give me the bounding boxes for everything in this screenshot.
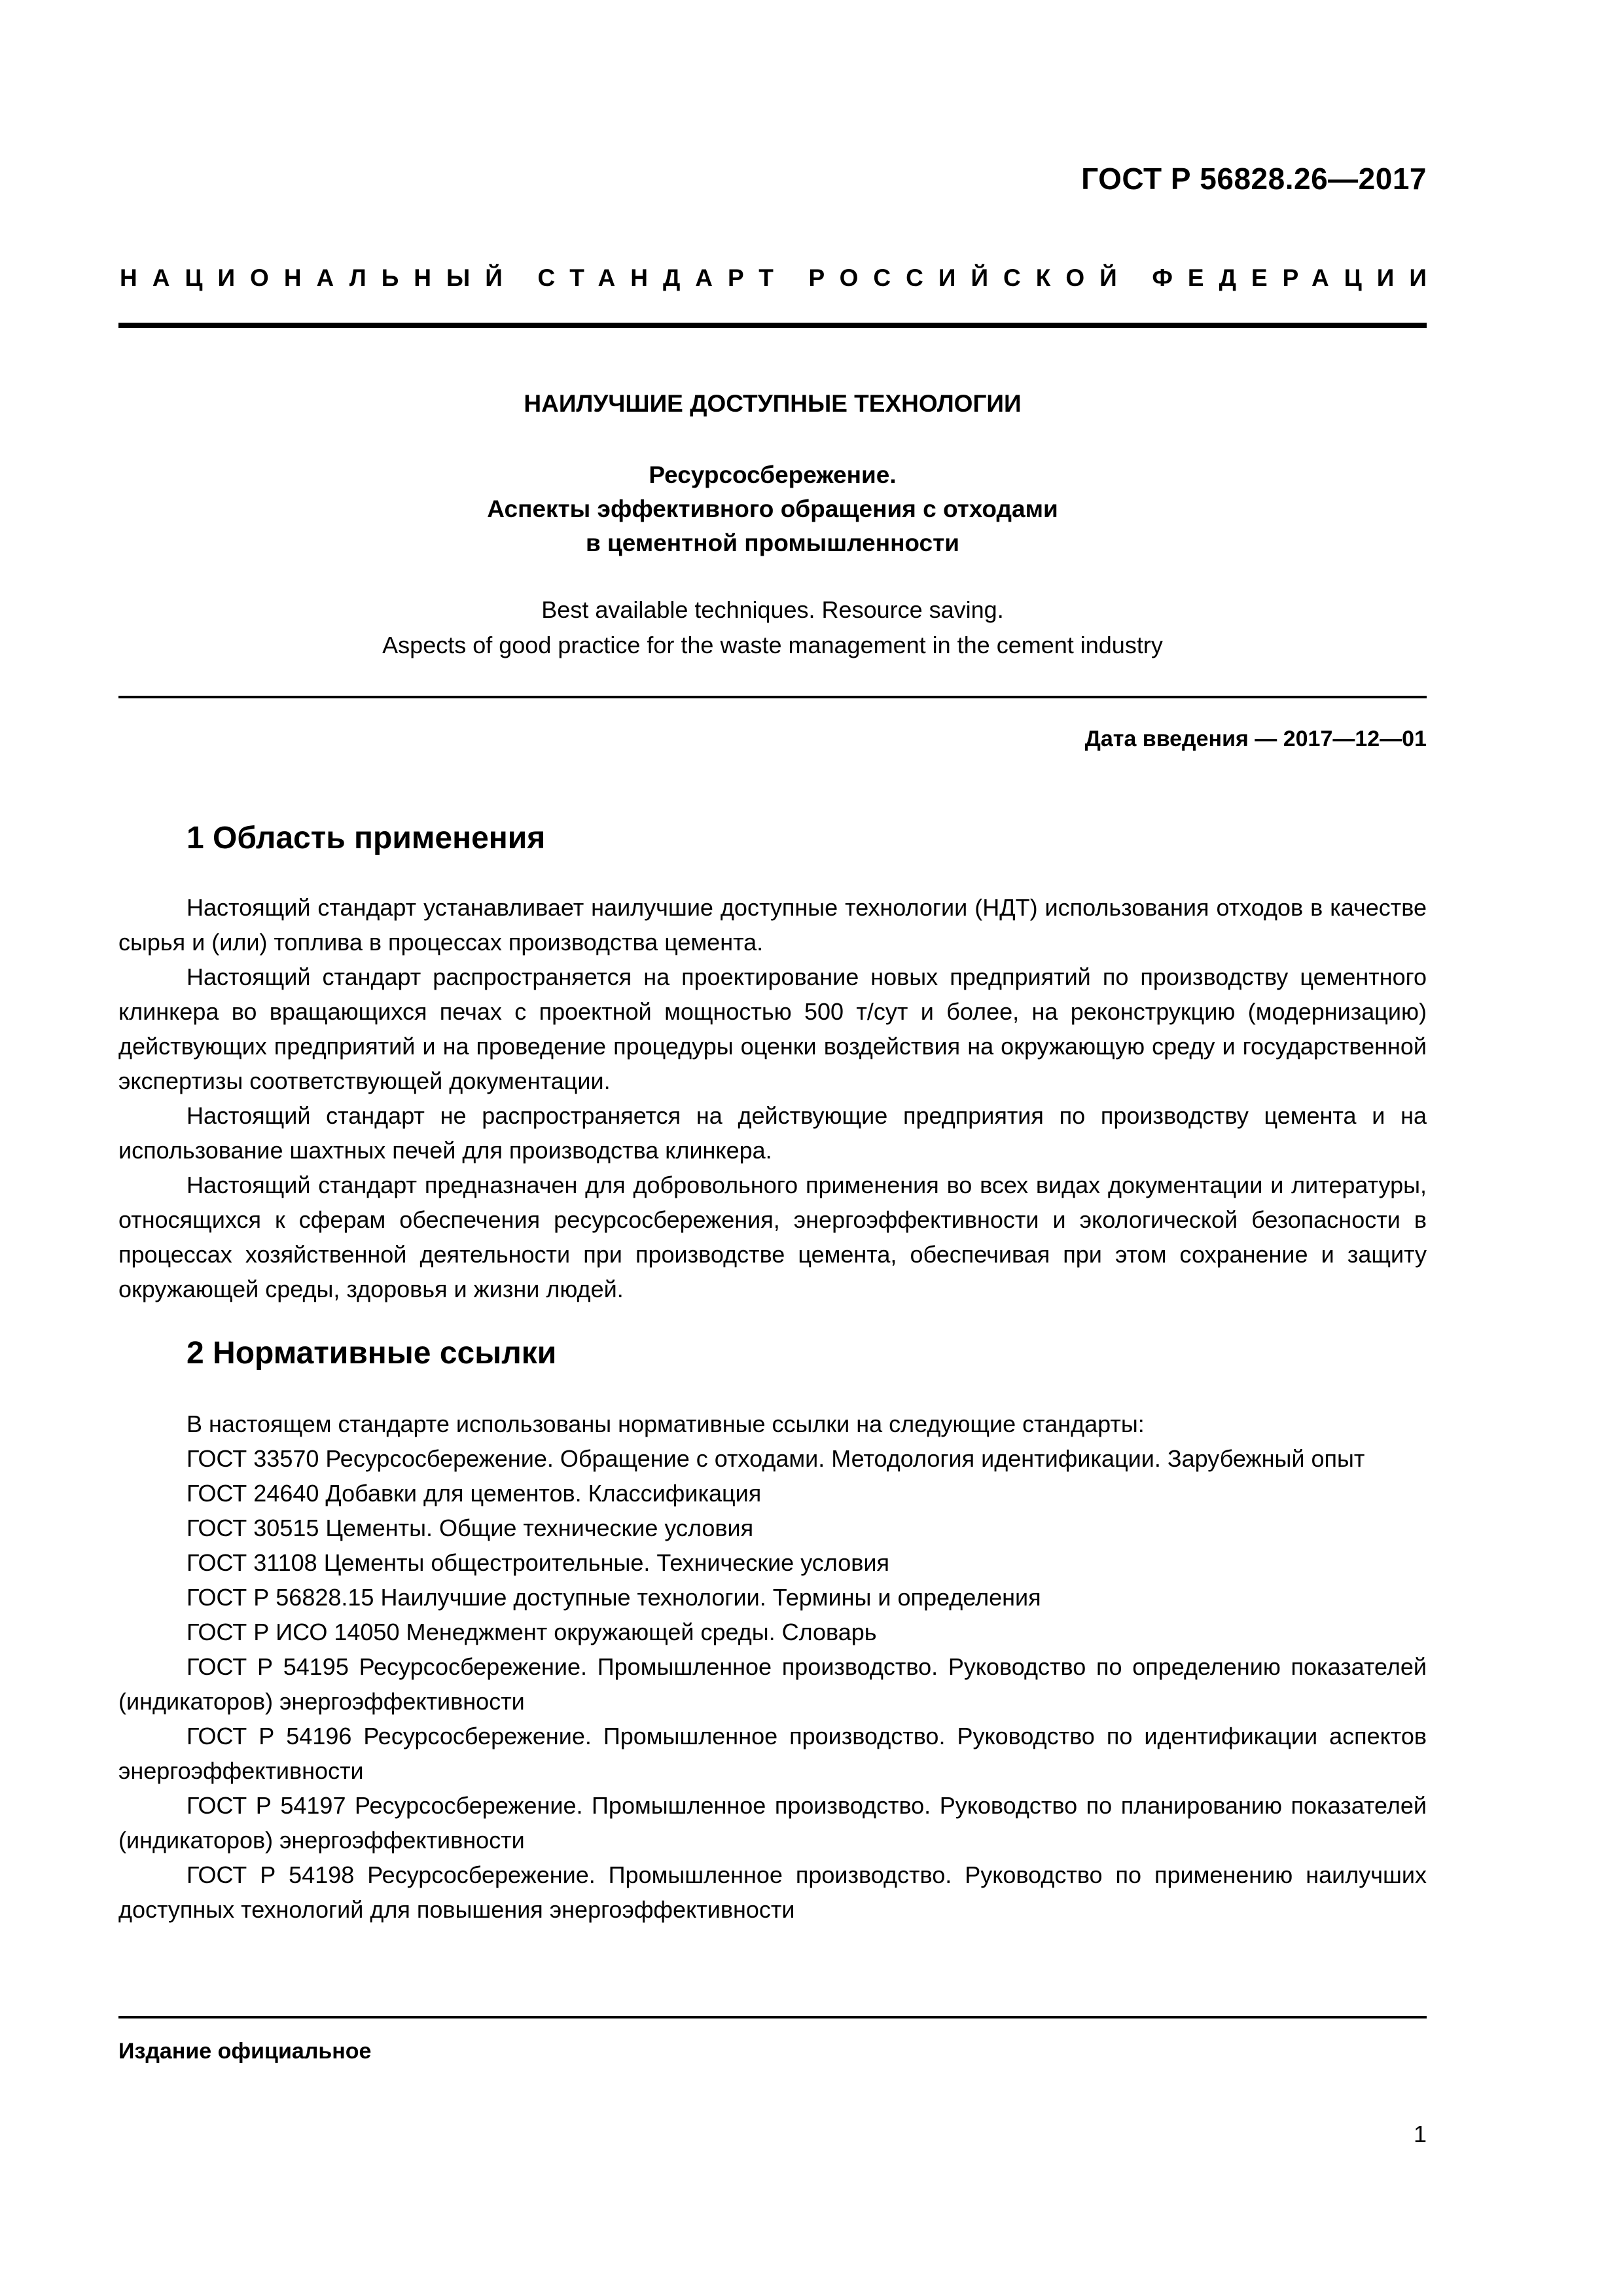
national-standard-banner bbox=[120, 264, 1442, 292]
paragraph: Настоящий стандарт предназначен для добровольного применения во всех видах документации и литературы, относящихся к сферам обеспечения ресурсосбережения, энергоэффективности и экологической безопасности в процессах хозяйственной деятельности при производстве цемента, обеспечивая при этом сохранение и защиту окружающей среды, здоровья и жизни людей. bbox=[118, 1172, 1427, 1302]
english-title bbox=[118, 592, 1427, 663]
subtitle-line: Аспекты эффективного обращения с отходами bbox=[487, 495, 1058, 522]
paragraph: Настоящий стандарт распространяется на проектирование новых предприятий по производству цементного клинкера во вращающихся печах с проектной мощностью 500 т/сут и более, на реконструкцию (модернизацию) действующих предприятий и на проведение процедуры оценки воздействия на окружающую среду и государственной экспертизы соответствующей документации. bbox=[118, 963, 1427, 1094]
reference-item: ГОСТ Р 54196 Ресурсосбережение. Промышленное производство. Руководство по идентификации аспектов энергоэффективности bbox=[118, 1723, 1427, 1784]
standard-designation: ГОСТ Р 56828.26—2017 bbox=[1081, 162, 1427, 196]
banner-word: ФЕДЕРАЦИИ bbox=[1152, 264, 1442, 291]
english-title-line: Aspects of good practice for the waste management in the cement industry bbox=[382, 632, 1163, 658]
subtitle-line: в цементной промышленности bbox=[586, 529, 959, 556]
banner-word: НАЦИОНАЛЬНЫЙ bbox=[120, 264, 518, 291]
introduction-date: Дата введения — 2017—12—01 bbox=[1084, 726, 1427, 751]
standard-title: НАИЛУЧШИЕ ДОСТУПНЫЕ ТЕХНОЛОГИИ bbox=[524, 390, 1022, 417]
reference-item: ГОСТ 24640 Добавки для цементов. Классификация bbox=[187, 1480, 762, 1507]
header-divider bbox=[118, 323, 1427, 328]
banner-word: СТАНДАРТ bbox=[537, 264, 789, 291]
reference-item: ГОСТ Р 54198 Ресурсосбережение. Промышленное производство. Руководство по применению наилучших доступных технологий для повышения энергоэффективности bbox=[118, 1861, 1427, 1923]
title-divider bbox=[118, 696, 1427, 698]
section-heading-references: 2 Нормативные ссылки bbox=[187, 1336, 557, 1371]
paragraph: В настоящем стандарте использованы нормативные ссылки на следующие стандарты: bbox=[187, 1410, 1145, 1437]
reference-item: ГОСТ 30515 Цементы. Общие технические условия bbox=[187, 1515, 754, 1541]
reference-item: ГОСТ 33570 Ресурсосбережение. Обращение с отходами. Методология идентификации. Зарубежный опыт bbox=[187, 1445, 1365, 1472]
reference-item: ГОСТ Р 56828.15 Наилучшие доступные технологии. Термины и определения bbox=[187, 1584, 1041, 1611]
subtitle-line: Ресурсосбережение. bbox=[649, 461, 897, 488]
paragraph: Настоящий стандарт не распространяется на действующие предприятия по производству цемента и на использование шахтных печей для производства клинкера. bbox=[118, 1102, 1427, 1164]
banner-word: РОССИЙСКОЙ bbox=[808, 264, 1132, 291]
english-title-line: Best available techniques. Resource saving. bbox=[541, 596, 1004, 623]
standard-subtitle bbox=[118, 458, 1427, 560]
section-heading-scope: 1 Область применения bbox=[187, 821, 546, 855]
footer-divider bbox=[118, 2016, 1427, 2018]
reference-item: ГОСТ Р 54195 Ресурсосбережение. Промышленное производство. Руководство по определению показателей (индикаторов) энергоэффективности bbox=[118, 1653, 1427, 1715]
paragraph: Настоящий стандарт устанавливает наилучшие доступные технологии (НДТ) использования отходов в качестве сырья и (или) топлива в процессах производства цемента. bbox=[118, 894, 1427, 956]
reference-item: ГОСТ 31108 Цементы общестроительные. Технические условия bbox=[187, 1549, 889, 1576]
section-body-references bbox=[118, 1407, 1427, 1927]
reference-item: ГОСТ Р ИСО 14050 Менеджмент окружающей среды. Словарь bbox=[187, 1619, 877, 1645]
page-number: 1 bbox=[1413, 2121, 1427, 2147]
section-body-scope bbox=[118, 890, 1427, 1306]
reference-item: ГОСТ Р 54197 Ресурсосбережение. Промышленное производство. Руководство по планированию показателей (индикаторов) энергоэффективности bbox=[118, 1792, 1427, 1854]
edition-label: Издание официальное bbox=[118, 2039, 372, 2064]
